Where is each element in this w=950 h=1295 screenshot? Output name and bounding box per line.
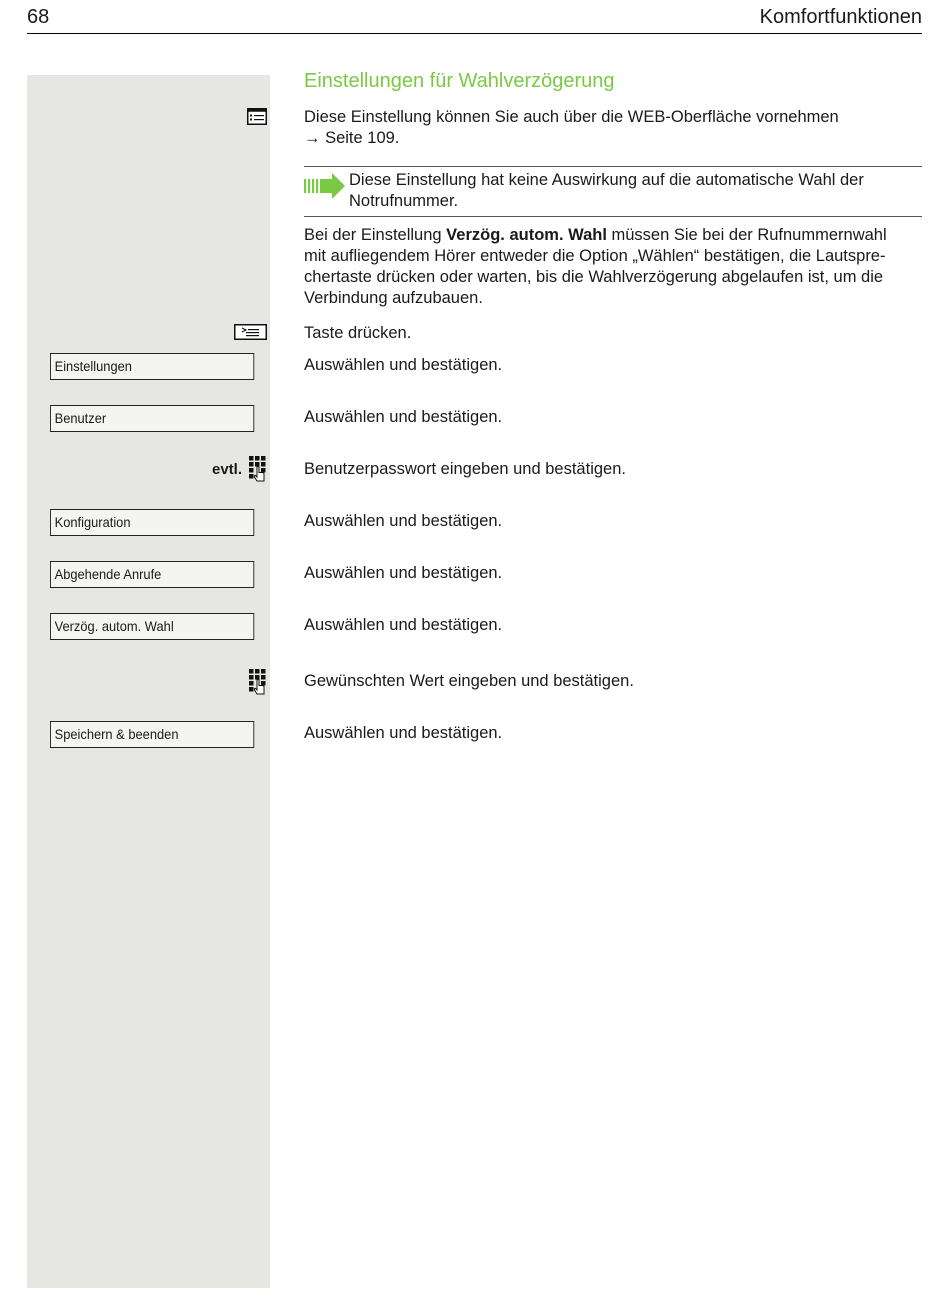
description-line: mit aufliegendem Hörer entweder die Option „Wählen“ bestätigen, die Lautspre-	[304, 247, 886, 265]
header-divider	[27, 33, 922, 34]
step-text: Gewünschten Wert eingeben und bestätigen.	[304, 672, 634, 690]
page-number: 68	[27, 6, 50, 28]
menu-item-einstellungen[interactable]: Einstellungen	[50, 353, 254, 380]
note-line: Notrufnummer.	[349, 192, 459, 210]
menu-item-konfiguration[interactable]: Konfiguration	[50, 509, 254, 536]
keypad-icon	[248, 455, 268, 483]
note-text	[349, 170, 924, 212]
note-line: Diese Einstellung hat keine Auswirkung auf die automatische Wahl der	[349, 171, 864, 189]
setting-name: Verzög. autom. Wahl	[446, 226, 607, 244]
step-text: Auswählen und bestätigen.	[304, 724, 503, 742]
step-text: Auswählen und bestätigen.	[304, 356, 503, 374]
page-reference-link[interactable]: → Seite 109.	[304, 129, 400, 147]
menu-item-verzoeg-autom-wahl[interactable]: Verzög. autom. Wahl	[50, 613, 254, 640]
web-interface-icon	[247, 108, 267, 125]
step-text: Taste drücken.	[304, 324, 412, 342]
menu-item-abgehende-anrufe[interactable]: Abgehende Anrufe	[50, 561, 254, 588]
description-paragraph	[304, 225, 924, 309]
sidebar	[27, 75, 270, 1288]
note-bottom-rule	[304, 216, 922, 217]
step-text: Auswählen und bestätigen.	[304, 512, 503, 530]
step-text: Benutzerpasswort eingeben und bestätigen.	[304, 460, 626, 478]
description-pre: Bei der Einstellung	[304, 226, 447, 244]
chapter-title: Komfortfunktionen	[759, 6, 922, 28]
description-line	[304, 225, 924, 246]
menu-item-speichern-beenden[interactable]: Speichern & beenden	[50, 721, 254, 748]
step-text: Auswählen und bestätigen.	[304, 564, 503, 582]
step-text: Auswählen und bestätigen.	[304, 616, 503, 634]
evtl-label: evtl.	[211, 461, 242, 478]
note-top-rule	[304, 166, 922, 167]
menu-item-benutzer[interactable]: Benutzer	[50, 405, 254, 432]
keypad-icon	[248, 668, 268, 696]
description-line: Verbindung aufzubauen.	[304, 289, 483, 307]
arrow-note-icon	[304, 173, 345, 200]
intro-line: Diese Einstellung können Sie auch über die WEB-Oberfläche vornehmen	[304, 108, 839, 126]
step-text: Auswählen und bestätigen.	[304, 408, 503, 426]
menu-key-icon	[234, 324, 267, 340]
description-line: chertaste drücken oder warten, bis die Wahlverzögerung abgelaufen ist, um die	[304, 268, 884, 286]
description-post: müssen Sie bei der Rufnummernwahl	[606, 226, 887, 244]
section-title: Einstellungen für Wahlverzögerung	[304, 70, 615, 92]
intro-text	[304, 107, 924, 149]
